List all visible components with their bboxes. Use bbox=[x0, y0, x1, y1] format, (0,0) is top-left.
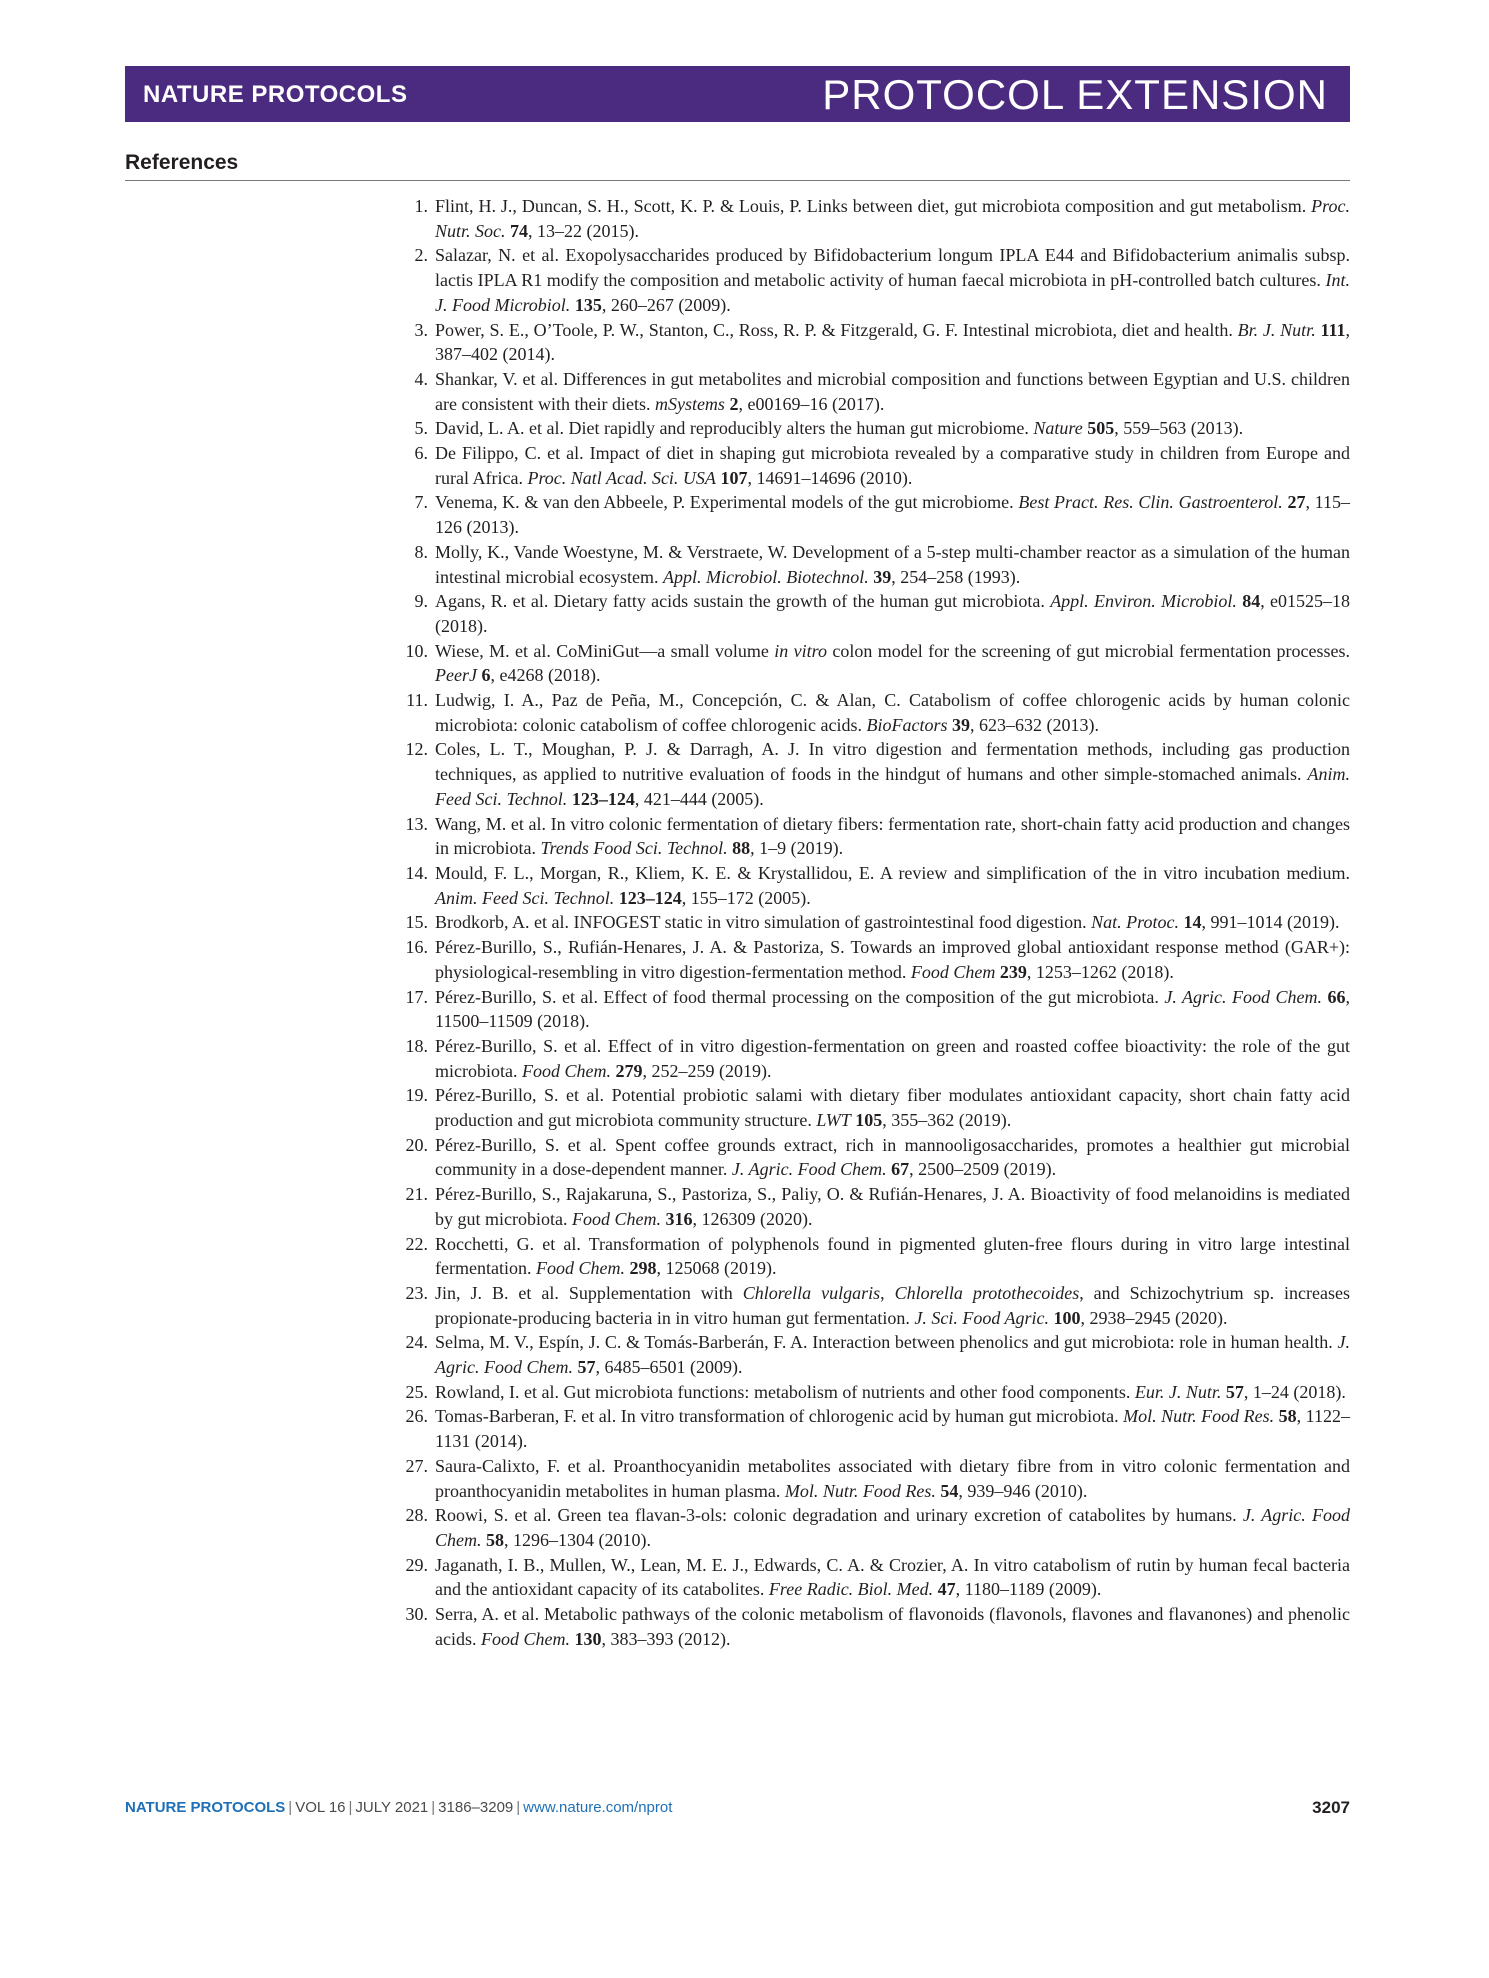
reference-number: 27. bbox=[405, 1455, 428, 1476]
reference-list bbox=[400, 194, 1350, 1651]
reference-segment: , e00169–16 (2017). bbox=[738, 393, 885, 414]
reference-segment: Selma, M. V., Espín, J. C. & Tomás-Barberán, F. A. Interaction between phenolics and gut microbiota: role in human health. bbox=[435, 1332, 1338, 1353]
reference-segment: Wiese, M. et al. CoMiniGut—a small volume bbox=[435, 640, 775, 661]
reference-number: 10. bbox=[405, 640, 428, 661]
reference-segment: Coles, L. T., Moughan, P. J. & Darragh, A. J. In vitro digestion and fermentation methods, including gas production techniques, as applied to nutritive evaluation of foods in the hindgut of humans and other simple-stomached animals. bbox=[435, 739, 1350, 785]
reference-number: 24. bbox=[405, 1332, 428, 1353]
footer-separator: | bbox=[431, 1799, 436, 1816]
reference-item bbox=[400, 1602, 1350, 1651]
reference-segment: Pérez-Burillo, S. et al. Effect of food thermal processing on the composition of the gut microbiota. bbox=[435, 986, 1165, 1007]
reference-text bbox=[435, 1034, 1350, 1083]
reference-segment: , 1–24 (2018). bbox=[1243, 1381, 1346, 1402]
reference-journal: J. Agric. Food Chem. bbox=[435, 1505, 1351, 1550]
reference-number: 19. bbox=[405, 1085, 428, 1106]
reference-item bbox=[400, 1330, 1350, 1379]
reference-journal: Trends Food Sci. Technol. bbox=[540, 838, 728, 859]
reference-number: 15. bbox=[405, 912, 428, 933]
reference-text bbox=[435, 441, 1350, 490]
reference-item bbox=[400, 367, 1350, 416]
footer-separator: | bbox=[348, 1799, 353, 1816]
section-title: References bbox=[125, 151, 239, 174]
reference-text bbox=[435, 985, 1350, 1034]
reference-segment: , 421–444 (2005). bbox=[634, 788, 764, 809]
reference-segment: Pérez-Burillo, S., Rufián-Henares, J. A. & Pastoriza, S. Towards an improved global antioxidant response method (GAR+): physiological-resembling in vitro digestion-fermentation method. bbox=[435, 937, 1350, 982]
reference-number: 25. bbox=[405, 1381, 428, 1402]
reference-journal: Food Chem. bbox=[535, 1258, 625, 1279]
reference-volume: 111 bbox=[1320, 319, 1346, 340]
reference-text bbox=[435, 1182, 1350, 1231]
reference-volume: 27 bbox=[1287, 492, 1306, 513]
reference-volume: 6 bbox=[481, 665, 491, 686]
reference-segment: Pérez-Burillo, S., Rajakaruna, S., Pastoriza, S., Paliy, O. & Rufián-Henares, J. A. Bioactivity of food melanoidins is mediated by gut microbiota. bbox=[435, 1184, 1350, 1229]
reference-text bbox=[435, 1232, 1350, 1281]
reference-text bbox=[435, 194, 1350, 243]
reference-item bbox=[400, 1553, 1350, 1602]
reference-text bbox=[435, 1454, 1350, 1503]
reference-number: 23. bbox=[405, 1282, 428, 1303]
reference-segment: , bbox=[880, 1282, 895, 1303]
reference-text bbox=[435, 737, 1350, 811]
reference-segment: , 1–9 (2019). bbox=[750, 838, 844, 859]
reference-segment: , 623–632 (2013). bbox=[970, 714, 1100, 735]
reference-segment: , 14691–14696 (2010). bbox=[747, 467, 913, 488]
reference-number: 18. bbox=[405, 1035, 428, 1056]
reference-journal: Food Chem. bbox=[480, 1628, 570, 1649]
reference-volume: 105 bbox=[855, 1110, 883, 1131]
reference-volume: 66 bbox=[1327, 986, 1346, 1007]
reference-number: 22. bbox=[405, 1233, 428, 1254]
reference-segment: , e4268 (2018). bbox=[490, 665, 601, 686]
reference-volume: 100 bbox=[1053, 1307, 1081, 1328]
reference-item bbox=[400, 639, 1350, 688]
reference-item bbox=[400, 737, 1350, 811]
reference-segment: , 13–22 (2015). bbox=[528, 220, 640, 241]
reference-volume: 84 bbox=[1242, 591, 1261, 612]
reference-segment: , 939–946 (2010). bbox=[958, 1480, 1088, 1501]
reference-text bbox=[435, 1083, 1350, 1132]
footer-issue-date: JULY 2021 bbox=[355, 1799, 429, 1816]
reference-text bbox=[435, 416, 1350, 441]
reference-journal: BioFactors bbox=[866, 714, 948, 735]
reference-journal: Best Pract. Res. Clin. Gastroenterol. bbox=[1018, 492, 1283, 513]
reference-journal: Free Radic. Biol. Med. bbox=[768, 1579, 934, 1600]
reference-segment: colon model for the screening of gut microbial fermentation processes. bbox=[827, 640, 1350, 661]
reference-number: 29. bbox=[405, 1554, 428, 1575]
reference-item bbox=[400, 1232, 1350, 1281]
reference-text bbox=[435, 1404, 1350, 1453]
reference-segment: Jaganath, I. B., Mullen, W., Lean, M. E. J., Edwards, C. A. & Crozier, A. In vitro catabolism of rutin by human fecal bacteria and the antioxidant capacity of its catabolites. bbox=[435, 1554, 1350, 1600]
reference-item bbox=[400, 194, 1350, 243]
reference-volume: 74 bbox=[510, 220, 529, 241]
reference-segment: Rowland, I. et al. Gut microbiota functions: metabolism of nutrients and other food components. bbox=[435, 1381, 1135, 1402]
footer-separator: | bbox=[288, 1799, 293, 1816]
reference-volume: 135 bbox=[574, 294, 602, 315]
reference-journal: Appl. Microbiol. Biotechnol. bbox=[662, 566, 869, 587]
reference-volume: 88 bbox=[732, 838, 751, 859]
reference-text bbox=[435, 318, 1350, 367]
reference-item bbox=[400, 1182, 1350, 1231]
reference-journal: J. Sci. Food Agric. bbox=[914, 1307, 1049, 1328]
reference-item bbox=[400, 1281, 1350, 1330]
reference-number: 4. bbox=[414, 368, 428, 389]
reference-journal: J. Agric. Food Chem. bbox=[1164, 986, 1322, 1007]
reference-item bbox=[400, 589, 1350, 638]
reference-item bbox=[400, 1404, 1350, 1453]
journal-name: NATURE PROTOCOLS bbox=[143, 81, 408, 108]
reference-segment: , 125068 (2019). bbox=[656, 1258, 777, 1279]
page-number: 3207 bbox=[1312, 1798, 1350, 1817]
reference-segment: Venema, K. & van den Abbeele, P. Experimental models of the gut microbiome. bbox=[435, 492, 1019, 513]
reference-number: 16. bbox=[405, 937, 428, 958]
reference-item bbox=[400, 1454, 1350, 1503]
reference-volume: 316 bbox=[665, 1208, 693, 1229]
reference-text bbox=[435, 812, 1350, 861]
reference-volume: 130 bbox=[574, 1628, 602, 1649]
reference-text bbox=[435, 935, 1350, 984]
reference-segment: , 1180–1189 (2009). bbox=[955, 1579, 1102, 1600]
page-footer bbox=[125, 1799, 1350, 1821]
reference-item bbox=[400, 1380, 1350, 1405]
reference-text bbox=[435, 1602, 1350, 1651]
reference-journal: Mol. Nutr. Food Res. bbox=[784, 1480, 936, 1501]
reference-item bbox=[400, 1083, 1350, 1132]
reference-segment: , e01525–18 (2018). bbox=[435, 591, 1350, 636]
reference-item bbox=[400, 416, 1350, 441]
reference-volume: 298 bbox=[629, 1258, 657, 1279]
reference-journal: Anim. Feed Sci. Technol. bbox=[435, 764, 1350, 809]
footer-volume: VOL 16 bbox=[295, 1799, 346, 1816]
reference-segment: , and Schizochytrium sp. increases propionate-producing bacteria in in vitro human gut fermentation. bbox=[435, 1282, 1351, 1328]
reference-journal: Nat. Protoc. bbox=[1091, 912, 1179, 933]
reference-segment: , 559–563 (2013). bbox=[1114, 418, 1244, 439]
reference-item bbox=[400, 935, 1350, 984]
reference-text bbox=[435, 1380, 1350, 1405]
reference-journal: PeerJ bbox=[435, 665, 477, 686]
reference-number: 30. bbox=[405, 1604, 428, 1625]
reference-journal: Eur. J. Nutr. bbox=[1134, 1381, 1222, 1402]
reference-segment: , 383–393 (2012). bbox=[601, 1628, 731, 1649]
reference-journal: Proc. Nutr. Soc. bbox=[435, 196, 1350, 241]
reference-journal: Chlorella vulgaris bbox=[742, 1282, 881, 1303]
reference-journal: Br. J. Nutr. bbox=[1237, 319, 1316, 340]
reference-volume: 67 bbox=[891, 1159, 910, 1180]
reference-text bbox=[435, 490, 1350, 539]
reference-journal: Int. J. Food Microbiol. bbox=[435, 270, 1350, 315]
reference-volume: 39 bbox=[873, 566, 892, 587]
reference-journal: Appl. Environ. Microbiol. bbox=[1050, 591, 1237, 612]
reference-volume: 57 bbox=[1225, 1381, 1244, 1402]
reference-number: 21. bbox=[405, 1184, 428, 1205]
reference-item bbox=[400, 812, 1350, 861]
reference-segment: Serra, A. et al. Metabolic pathways of the colonic metabolism of flavonoids (flavonols, flavones and flavanones) and phenolic acids. bbox=[435, 1604, 1350, 1649]
reference-number: 17. bbox=[405, 986, 428, 1007]
reference-volume: 123–124 bbox=[571, 788, 635, 809]
reference-segment: , 254–258 (1993). bbox=[891, 566, 1021, 587]
reference-text bbox=[435, 1553, 1350, 1602]
reference-number: 11. bbox=[406, 690, 428, 711]
reference-segment: , 115–126 (2013). bbox=[435, 492, 1350, 538]
reference-number: 12. bbox=[405, 739, 428, 760]
reference-segment: Jin, J. B. et al. Supplementation with bbox=[435, 1282, 743, 1303]
reference-journal: mSystems bbox=[654, 393, 725, 414]
reference-text bbox=[435, 688, 1350, 737]
reference-segment: David, L. A. et al. Diet rapidly and reproducibly alters the human gut microbiome. bbox=[435, 418, 1034, 439]
reference-volume: 57 bbox=[577, 1357, 596, 1378]
reference-journal: J. Agric. Food Chem. bbox=[435, 1332, 1350, 1378]
reference-journal: Chlorella protothecoides bbox=[894, 1282, 1080, 1303]
footer-url-link[interactable]: www.nature.com/nprot bbox=[523, 1799, 673, 1816]
reference-volume: 14 bbox=[1183, 912, 1202, 933]
reference-segment: , 155–172 (2005). bbox=[681, 887, 811, 908]
reference-segment: Tomas-Barberan, F. et al. In vitro transformation of chlorogenic acid by human gut microbiota. bbox=[435, 1406, 1124, 1427]
reference-number: 3. bbox=[414, 319, 428, 340]
reference-number: 9. bbox=[414, 591, 428, 612]
reference-volume: 279 bbox=[615, 1060, 643, 1081]
reference-segment: , 2938–2945 (2020). bbox=[1080, 1307, 1228, 1328]
footer-journal: NATURE PROTOCOLS bbox=[125, 1799, 286, 1816]
reference-volume: 239 bbox=[999, 961, 1027, 982]
reference-volume: 54 bbox=[940, 1480, 959, 1501]
footer-pages: 3186–3209 bbox=[438, 1799, 514, 1816]
reference-segment: Roowi, S. et al. Green tea flavan-3-ols: colonic degradation and urinary excretion of catabolites by humans. bbox=[435, 1505, 1243, 1526]
reference-segment: , 1122–1131 (2014). bbox=[435, 1406, 1351, 1452]
reference-segment: Rocchetti, G. et al. Transformation of polyphenols found in pigmented gluten-free flours during in vitro large intestinal fermentation. bbox=[435, 1233, 1350, 1279]
reference-item bbox=[400, 1503, 1350, 1552]
reference-segment: Salazar, N. et al. Exopolysaccharides produced by Bifidobacterium longum IPLA E44 and Bifidobacterium animalis subsp. lactis IPLA R1 modify the composition and metabolic activity of human faecal microbiota in pH-controlled batch cultures. bbox=[435, 245, 1350, 291]
reference-segment: Brodkorb, A. et al. INFOGEST static in vitro simulation of gastrointestinal food digestion. bbox=[435, 912, 1092, 933]
reference-segment: De Filippo, C. et al. Impact of diet in shaping gut microbiota revealed by a comparative study in children from Europe and rural Africa. bbox=[435, 443, 1350, 488]
reference-number: 26. bbox=[405, 1406, 428, 1427]
reference-text bbox=[435, 1281, 1350, 1330]
reference-segment: , 6485–6501 (2009). bbox=[595, 1357, 743, 1378]
reference-journal: Food Chem. bbox=[521, 1060, 611, 1081]
reference-journal: Food Chem bbox=[910, 961, 996, 982]
reference-segment: , 355–362 (2019). bbox=[882, 1110, 1012, 1131]
reference-journal: J. Agric. Food Chem. bbox=[731, 1159, 887, 1180]
reference-text bbox=[435, 1503, 1350, 1552]
reference-number: 2. bbox=[414, 245, 428, 266]
reference-segment: , 260–267 (2009). bbox=[601, 294, 731, 315]
reference-text bbox=[435, 910, 1350, 935]
reference-text bbox=[435, 243, 1350, 317]
reference-item bbox=[400, 318, 1350, 367]
reference-segment: Pérez-Burillo, S. et al. Effect of in vitro digestion-fermentation on green and roasted coffee bioactivity: the role of the gut microbiota. bbox=[435, 1035, 1350, 1081]
reference-journal: Proc. Natl Acad. Sci. USA bbox=[527, 467, 716, 488]
reference-number: 8. bbox=[414, 541, 428, 562]
reference-item bbox=[400, 540, 1350, 589]
reference-journal: in vitro bbox=[774, 640, 827, 661]
reference-segment: Flint, H. J., Duncan, S. H., Scott, K. P. & Louis, P. Links between diet, gut microbiota composition and gut metabolism. bbox=[435, 196, 1312, 216]
reference-item bbox=[400, 1034, 1350, 1083]
reference-volume: 505 bbox=[1087, 418, 1115, 439]
reference-segment: Agans, R. et al. Dietary fatty acids sustain the growth of the human gut microbiota. bbox=[435, 591, 1051, 612]
reference-segment: , 252–259 (2019). bbox=[642, 1060, 772, 1081]
reference-number: 28. bbox=[405, 1505, 428, 1526]
reference-volume: 58 bbox=[486, 1529, 504, 1550]
reference-text bbox=[435, 1133, 1350, 1182]
reference-item bbox=[400, 441, 1350, 490]
reference-volume: 107 bbox=[720, 467, 748, 488]
reference-journal: Mol. Nutr. Food Res. bbox=[1123, 1406, 1275, 1427]
reference-number: 6. bbox=[414, 443, 428, 464]
reference-journal: Nature bbox=[1033, 418, 1083, 439]
reference-number: 1. bbox=[414, 196, 428, 216]
reference-number: 20. bbox=[405, 1134, 428, 1155]
reference-journal: LWT bbox=[816, 1110, 851, 1131]
reference-segment: , 991–1014 (2019). bbox=[1201, 912, 1340, 933]
reference-text bbox=[435, 861, 1350, 910]
reference-segment: Shankar, V. et al. Differences in gut metabolites and microbial composition and functions between Egyptian and U.S. children are consistent with their diets. bbox=[435, 368, 1350, 414]
reference-segment: Pérez-Burillo, S. et al. Potential probiotic salami with dietary fiber modulates antioxidant capacity, short chain fatty acid production and gut microbiota community structure. bbox=[435, 1085, 1350, 1131]
reference-volume: 39 bbox=[952, 714, 971, 735]
reference-segment: Power, S. E., O’Toole, P. W., Stanton, C., Ross, R. P. & Fitzgerald, G. F. Intestinal microbiota, diet and health. bbox=[435, 319, 1238, 340]
reference-text bbox=[435, 540, 1350, 589]
reference-item bbox=[400, 1133, 1350, 1182]
reference-segment: Ludwig, I. A., Paz de Peña, M., Concepción, C. & Alan, C. Catabolism of coffee chlorogenic acids by human colonic microbiota: colonic catabolism of coffee chlorogenic acids. bbox=[435, 690, 1350, 735]
reference-number: 13. bbox=[405, 813, 428, 834]
reference-number: 5. bbox=[414, 418, 428, 439]
reference-volume: 47 bbox=[937, 1579, 956, 1600]
reference-number: 7. bbox=[414, 492, 428, 513]
header-banner bbox=[125, 66, 1350, 122]
reference-item bbox=[400, 490, 1350, 539]
reference-segment: Saura-Calixto, F. et al. Proanthocyanidin metabolites associated with dietary fibre from in vitro colonic fermentation and proanthocyanidin metabolites in human plasma. bbox=[435, 1455, 1350, 1501]
reference-segment: Molly, K., Vande Woestyne, M. & Verstraete, W. Development of a 5-step multi-chamber reactor as a simulation of the human intestinal microbial ecosystem. bbox=[435, 541, 1350, 587]
reference-number: 14. bbox=[405, 862, 428, 883]
reference-journal: Anim. Feed Sci. Technol. bbox=[435, 887, 615, 908]
reference-segment: Pérez-Burillo, S. et al. Spent coffee grounds extract, rich in mannooligosaccharides, promotes a healthier gut microbial community in a dose-dependent manner. bbox=[435, 1134, 1350, 1180]
reference-segment: , 126309 (2020). bbox=[692, 1208, 813, 1229]
reference-segment: , 2500–2509 (2019). bbox=[909, 1159, 1057, 1180]
reference-segment: Mould, F. L., Morgan, R., Kliem, K. E. & Krystallidou, E. A review and simplification of the in vitro incubation medium. bbox=[435, 862, 1350, 883]
footer-separator: | bbox=[516, 1799, 521, 1816]
reference-item bbox=[400, 688, 1350, 737]
reference-segment: , 11500–11509 (2018). bbox=[435, 986, 1350, 1032]
reference-item bbox=[400, 861, 1350, 910]
section-divider bbox=[125, 180, 1350, 181]
reference-volume: 123–124 bbox=[618, 887, 682, 908]
reference-item bbox=[400, 985, 1350, 1034]
article-type: PROTOCOL EXTENSION bbox=[822, 71, 1328, 118]
reference-segment: , 1253–1262 (2018). bbox=[1026, 961, 1174, 982]
reference-item bbox=[400, 910, 1350, 935]
reference-journal: Food Chem. bbox=[571, 1208, 661, 1229]
reference-segment: , 1296–1304 (2010). bbox=[504, 1529, 651, 1550]
reference-text bbox=[435, 367, 1350, 416]
reference-segment: Wang, M. et al. In vitro colonic fermentation of dietary fibers: fermentation rate, short-chain fatty acid production and changes in microbiota. bbox=[435, 813, 1350, 859]
reference-text bbox=[435, 639, 1350, 688]
reference-text bbox=[435, 589, 1350, 638]
reference-volume: 2 bbox=[729, 393, 739, 414]
reference-segment: , 387–402 (2014). bbox=[435, 319, 1350, 365]
reference-text bbox=[435, 1330, 1350, 1379]
reference-item bbox=[400, 243, 1350, 317]
reference-volume: 58 bbox=[1278, 1406, 1297, 1427]
